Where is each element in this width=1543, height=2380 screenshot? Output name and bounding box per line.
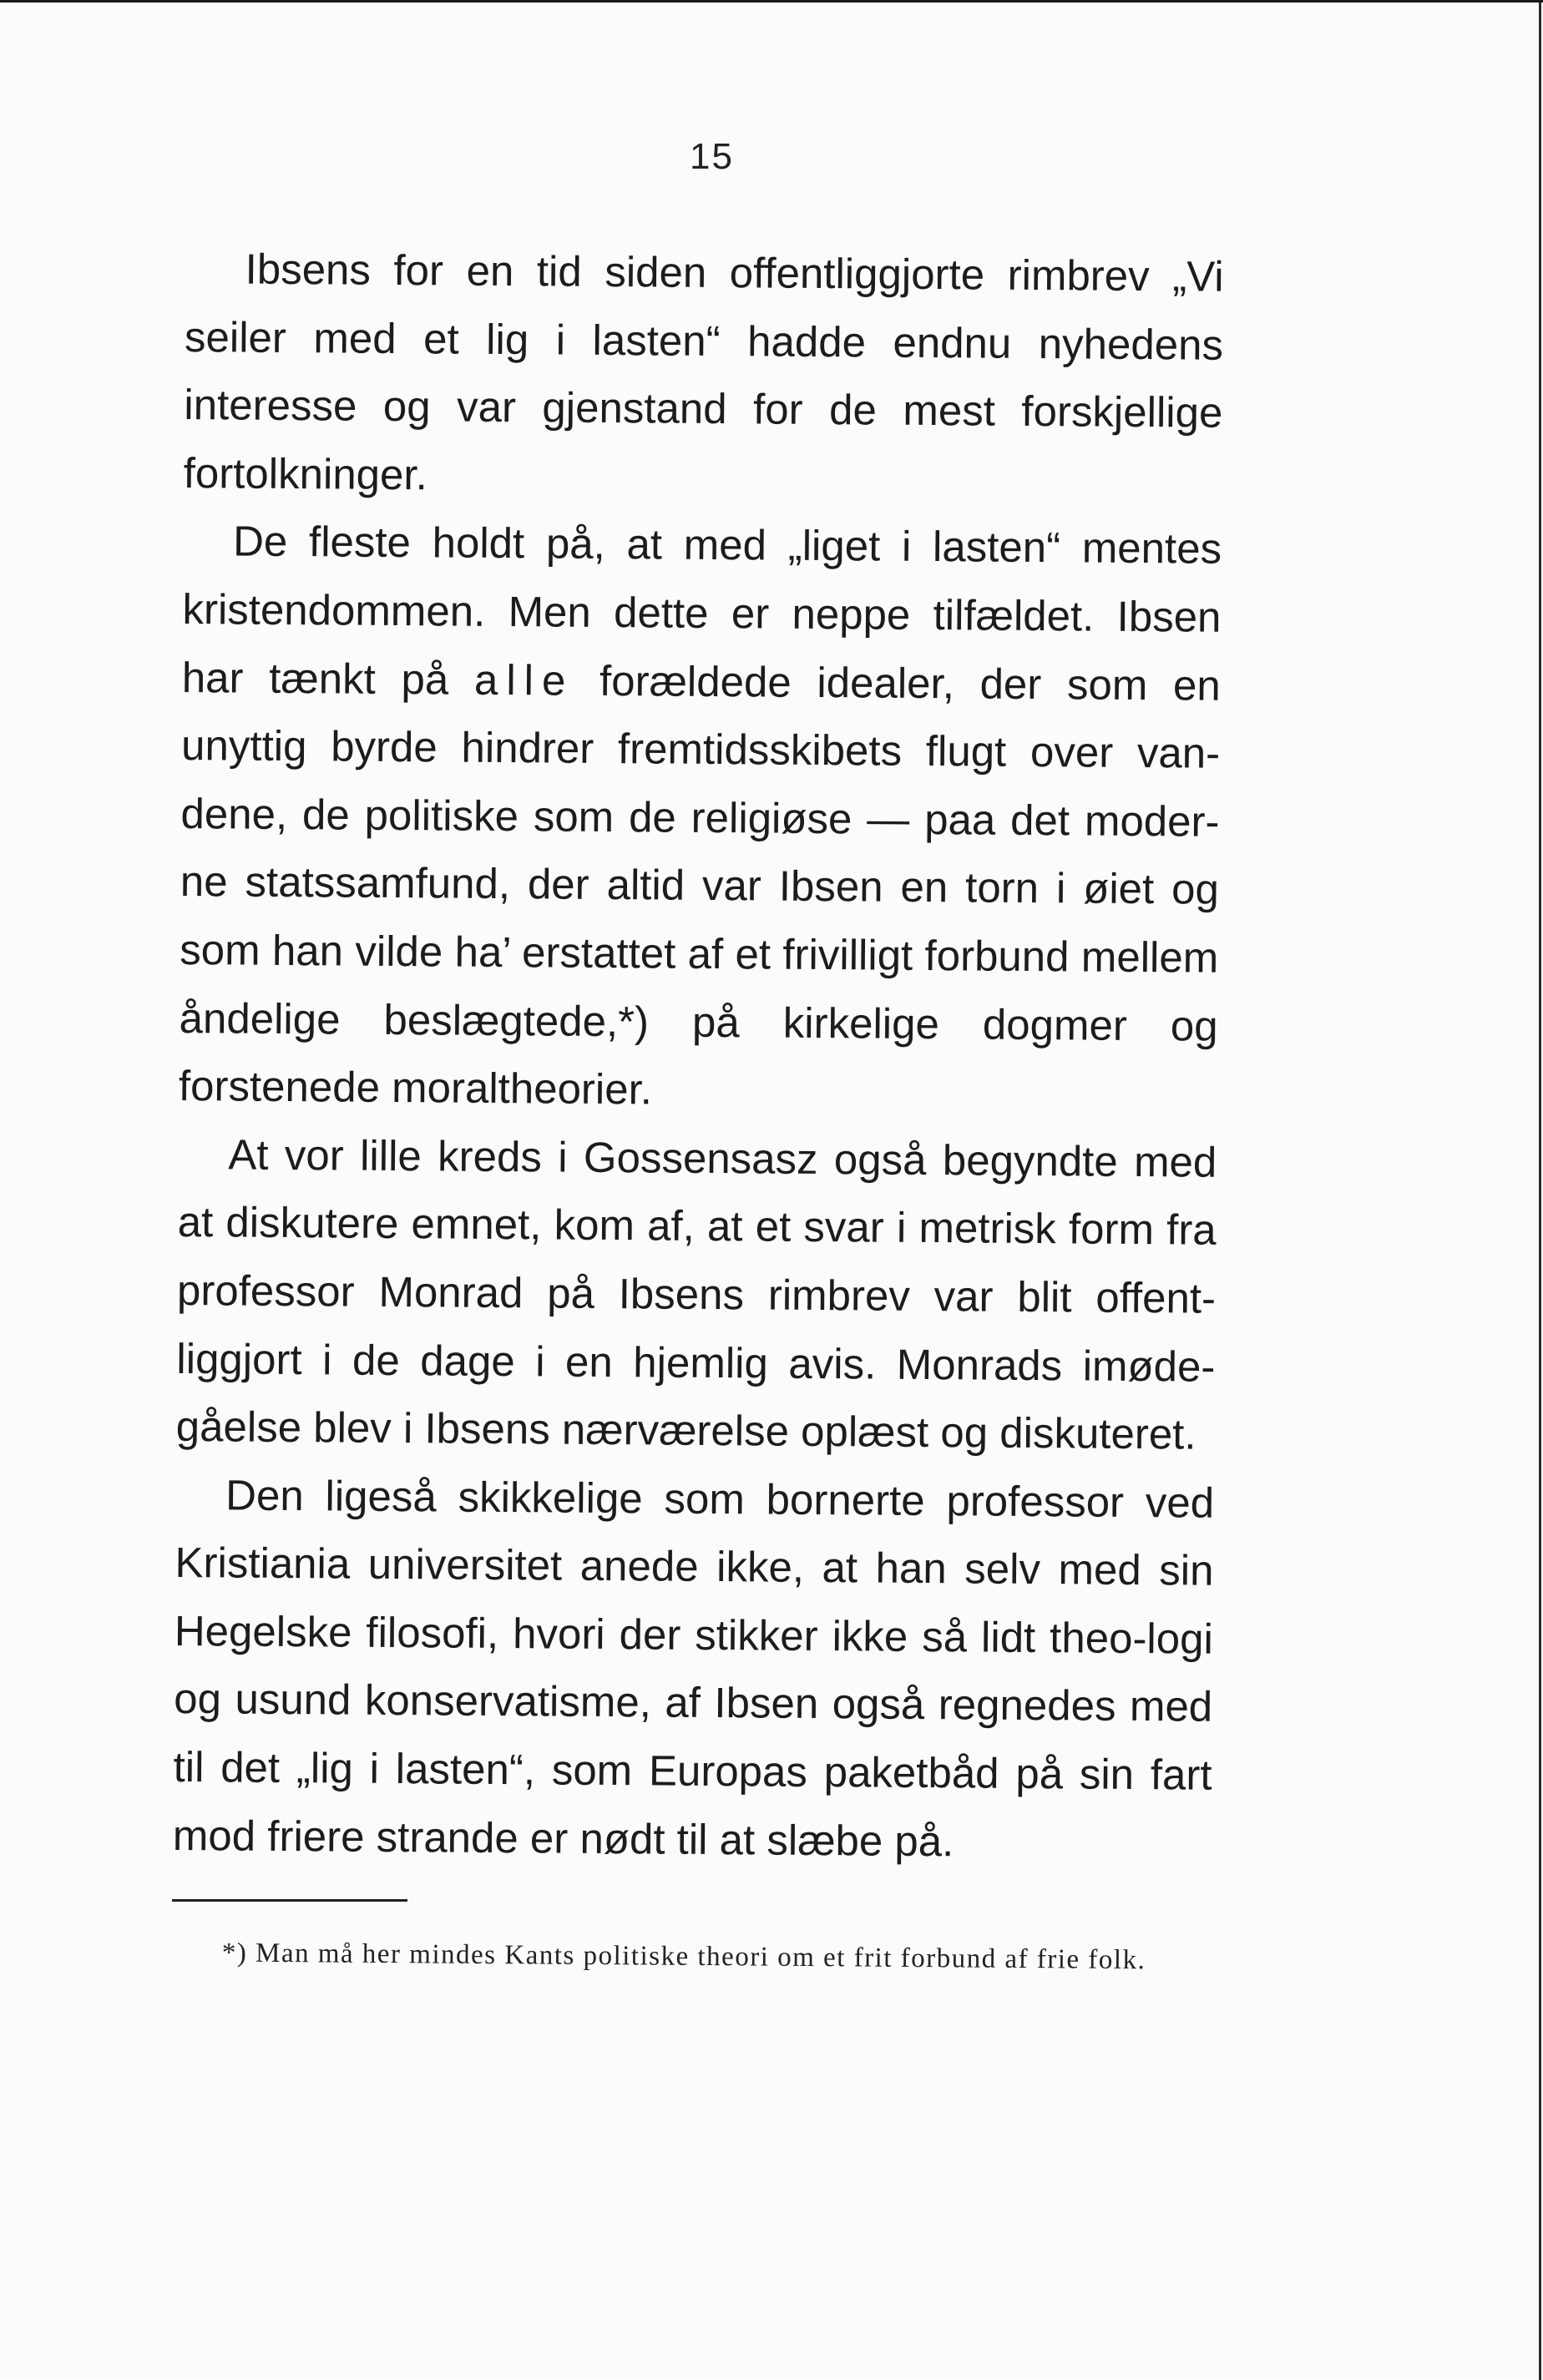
body-text: [173, 235, 1224, 1877]
paragraph-2: [179, 507, 1222, 1128]
paragraph-2-start: De fleste holdt på, at med „liget i lasten“ mentes kristendommen. Men dette er neppe tilfældet. Ibsen har tænkt på: [181, 517, 1222, 704]
footnote-marker: *): [221, 1938, 248, 1968]
page-edge: [1539, 3, 1541, 2380]
page-number: 15: [690, 136, 734, 177]
paragraph-4: Den ligeså skikkelige som bornerte professor ved Kristiania universitet anede ikke, at han selv med sin Hegelske filosofi, hvori der stikker ikke så lidt theo-logi og usund konservatisme, af Ibsen også regnedes med til det „lig i lasten“, som Europas paketbåd på sin fart mod friere strande er nødt til at slæbe på.: [172, 1471, 1215, 1865]
footnote-text: Man må her mindes Kants politiske theori om et frit forbund af frie folk.: [255, 1938, 1146, 1976]
paragraph-3: At vor lille kreds i Gossensasz også begyndte med at diskutere emnet, kom af, at et svar i metrisk form fra professor Monrad på Ibsens rimbrev var blit offent-liggjort i de dage i en hjemlig avis. Monrads imøde-gåelse blev i Ibsens nærværelse oplæst og diskuteret.: [175, 1130, 1217, 1458]
paragraph-2-end: forældede idealer, der som en unyttig byrde hindrer fremtidsskibets flugt over van-dene, de politiske som de religiøse — paa det moder-ne statssamfund, der altid var Ibsen en torn i øiet og som han vilde ha’ erstattet af et frivilligt forbund mellem åndelige beslægtede,*) på kirkelige dogmer og forstenede moraltheorier.: [178, 656, 1222, 1114]
footnote: [172, 1933, 1206, 1981]
paragraph-1: Ibsens for en tid siden offentliggjorte rimbrev „Vi seiler med et lig i lasten“ hadde endnu nyhedens interesse og var gjenstand for de mest forskjellige fortolkninger.: [183, 245, 1224, 499]
emphasized-word: alle: [473, 655, 574, 705]
footnote-divider: [172, 1899, 407, 1902]
